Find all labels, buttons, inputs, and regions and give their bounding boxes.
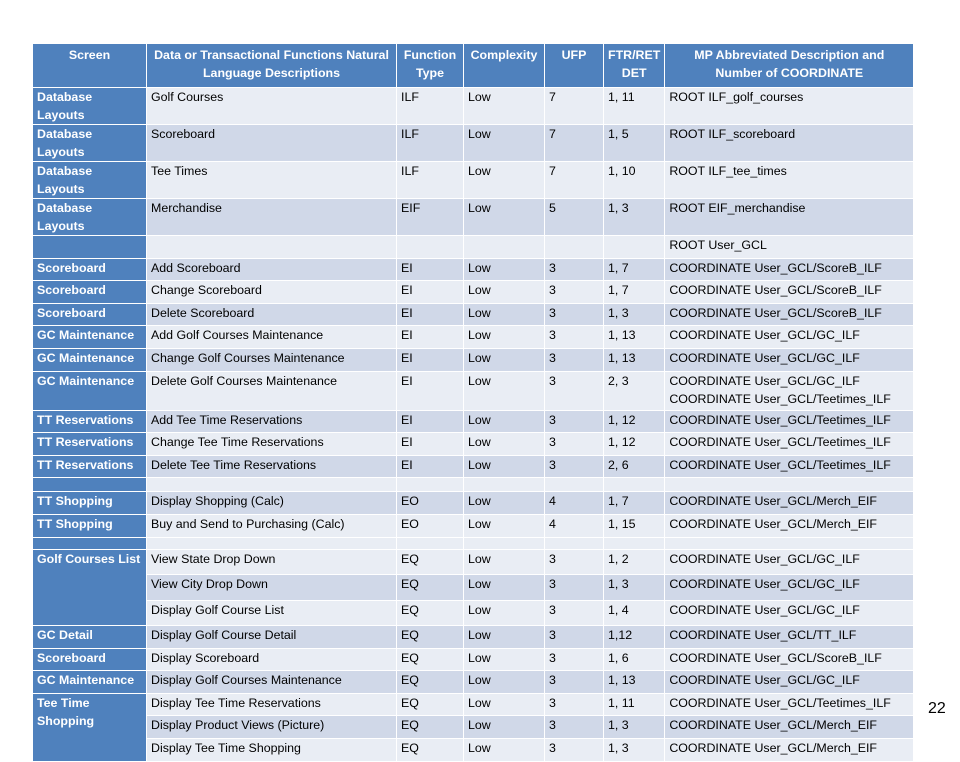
table-row [33, 281, 914, 304]
complexity-cell: Low [464, 326, 545, 349]
table-row [33, 549, 914, 575]
ufp-cell: 5 [545, 199, 604, 236]
table-row [33, 88, 914, 125]
ftr-ret-det-cell: 1, 6 [604, 648, 665, 671]
description-cell: Display Tee Time Shopping [147, 739, 397, 762]
ufp-cell: 3 [545, 326, 604, 349]
ufp-cell: 7 [545, 162, 604, 199]
ufp-cell: 4 [545, 492, 604, 515]
ftr-ret-det-cell [604, 537, 665, 549]
complexity-cell: Low [464, 303, 545, 326]
screen-cell: Scoreboard [33, 303, 147, 326]
function-type-cell: EI [397, 433, 464, 456]
table-row [33, 575, 914, 601]
header-descriptions: Data or Transactional Functions Natural Language Descriptions [147, 44, 397, 88]
screen-cell: GC Maintenance [33, 371, 147, 410]
screen-cell: Scoreboard [33, 258, 147, 281]
ufp-cell: 3 [545, 600, 604, 626]
function-type-cell: ILF [397, 88, 464, 125]
description-cell [147, 236, 397, 259]
ftr-ret-det-cell: 1, 12 [604, 410, 665, 433]
ftr-ret-det-cell: 1, 3 [604, 575, 665, 601]
table-row [33, 371, 914, 410]
table-row [33, 739, 914, 762]
ftr-ret-det-cell: 1, 10 [604, 162, 665, 199]
function-type-cell: EI [397, 348, 464, 371]
table-row [33, 671, 914, 694]
mp-description-cell: COORDINATE User_GCL/TT_ILF [665, 626, 914, 649]
function-type-cell: EIF [397, 199, 464, 236]
ftr-ret-det-cell: 1, 3 [604, 739, 665, 762]
complexity-cell: Low [464, 281, 545, 304]
ufp-cell: 3 [545, 371, 604, 410]
mp-description-cell: COORDINATE User_GCL/ScoreB_ILF [665, 303, 914, 326]
ftr-ret-det-cell: 1, 2 [604, 549, 665, 575]
screen-cell [33, 537, 147, 549]
table-row [33, 626, 914, 649]
ftr-ret-det-cell: 1, 13 [604, 671, 665, 694]
description-cell: Delete Scoreboard [147, 303, 397, 326]
mp-description-cell: COORDINATE User_GCL/Teetimes_ILF [665, 455, 914, 478]
mp-description-cell: COORDINATE User_GCL/Teetimes_ILF [665, 410, 914, 433]
ufp-cell: 7 [545, 88, 604, 125]
description-cell: Merchandise [147, 199, 397, 236]
description-cell: Buy and Send to Purchasing (Calc) [147, 514, 397, 537]
ufp-cell: 3 [545, 433, 604, 456]
description-cell: Scoreboard [147, 125, 397, 162]
ufp-cell: 4 [545, 514, 604, 537]
complexity-cell: Low [464, 492, 545, 515]
table-row [33, 600, 914, 626]
table-row [33, 236, 914, 259]
ufp-cell: 3 [545, 410, 604, 433]
mp-description-cell: ROOT ILF_scoreboard [665, 125, 914, 162]
screen-cell: GC Detail [33, 626, 147, 649]
description-cell: Add Scoreboard [147, 258, 397, 281]
ufp-cell: 3 [545, 739, 604, 762]
mp-description-cell: COORDINATE User_GCL/GC_ILF [665, 600, 914, 626]
complexity-cell: Low [464, 162, 545, 199]
function-point-table [32, 43, 914, 762]
ftr-ret-det-cell: 1, 4 [604, 600, 665, 626]
table-row [33, 410, 914, 433]
description-cell [147, 478, 397, 492]
mp-description-cell: COORDINATE User_GCL/Teetimes_ILF [665, 693, 914, 716]
function-type-cell: EQ [397, 739, 464, 762]
screen-cell: GC Maintenance [33, 326, 147, 349]
header-ftr-ret-det: FTR/RET DET [604, 44, 665, 88]
ftr-ret-det-cell: 1, 13 [604, 348, 665, 371]
ftr-ret-det-cell: 2, 3 [604, 371, 665, 410]
table-row [33, 348, 914, 371]
description-cell: Tee Times [147, 162, 397, 199]
screen-cell: Database Layouts [33, 199, 147, 236]
header-ufp: UFP [545, 44, 604, 88]
function-type-cell: EQ [397, 693, 464, 716]
screen-cell [33, 478, 147, 492]
ufp-cell [545, 478, 604, 492]
ufp-cell [545, 537, 604, 549]
complexity-cell: Low [464, 514, 545, 537]
ftr-ret-det-cell: 1, 3 [604, 303, 665, 326]
table-row [33, 162, 914, 199]
mp-description-cell: COORDINATE User_GCL/GC_ILF [665, 348, 914, 371]
ftr-ret-det-cell: 1,12 [604, 626, 665, 649]
mp-description-cell: COORDINATE User_GCL/Merch_EIF [665, 492, 914, 515]
mp-description-cell: COORDINATE User_GCL/Merch_EIF [665, 716, 914, 739]
ftr-ret-det-cell: 2, 6 [604, 455, 665, 478]
table-body [33, 88, 914, 762]
ftr-ret-det-cell: 1, 3 [604, 716, 665, 739]
ftr-ret-det-cell: 1, 7 [604, 258, 665, 281]
ufp-cell: 3 [545, 303, 604, 326]
table-row [33, 492, 914, 515]
screen-cell: Database Layouts [33, 125, 147, 162]
complexity-cell: Low [464, 600, 545, 626]
table-header-row [33, 44, 914, 88]
function-type-cell: EO [397, 492, 464, 515]
complexity-cell: Low [464, 455, 545, 478]
screen-cell: Database Layouts [33, 162, 147, 199]
description-cell: Display Scoreboard [147, 648, 397, 671]
ftr-ret-det-cell: 1, 3 [604, 199, 665, 236]
description-cell: Golf Courses [147, 88, 397, 125]
description-cell: Display Shopping (Calc) [147, 492, 397, 515]
complexity-cell: Low [464, 739, 545, 762]
description-cell: Display Golf Courses Maintenance [147, 671, 397, 694]
mp-description-cell: COORDINATE User_GCL/GC_ILF [665, 326, 914, 349]
table-row [33, 125, 914, 162]
complexity-cell: Low [464, 671, 545, 694]
ufp-cell: 3 [545, 693, 604, 716]
ufp-cell: 3 [545, 626, 604, 649]
header-complexity: Complexity [464, 44, 545, 88]
complexity-cell: Low [464, 258, 545, 281]
function-type-cell: ILF [397, 162, 464, 199]
ufp-cell: 3 [545, 281, 604, 304]
description-cell: Delete Tee Time Reservations [147, 455, 397, 478]
header-mp-description: MP Abbreviated Description and Number of COORDINATE [665, 44, 914, 88]
mp-description-cell [665, 478, 914, 492]
ftr-ret-det-cell: 1, 11 [604, 693, 665, 716]
function-type-cell: EQ [397, 671, 464, 694]
screen-cell: Scoreboard [33, 281, 147, 304]
complexity-cell [464, 236, 545, 259]
complexity-cell: Low [464, 410, 545, 433]
screen-cell: TT Reservations [33, 433, 147, 456]
ftr-ret-det-cell: 1, 15 [604, 514, 665, 537]
function-type-cell: EQ [397, 716, 464, 739]
mp-description-cell: COORDINATE User_GCL/GC_ILF [665, 575, 914, 601]
function-type-cell: EQ [397, 600, 464, 626]
complexity-cell: Low [464, 575, 545, 601]
ftr-ret-det-cell: 1, 5 [604, 125, 665, 162]
ufp-cell: 3 [545, 549, 604, 575]
complexity-cell: Low [464, 88, 545, 125]
screen-cell: GC Maintenance [33, 348, 147, 371]
description-cell: View City Drop Down [147, 575, 397, 601]
mp-description-cell: ROOT EIF_merchandise [665, 199, 914, 236]
mp-description-cell: COORDINATE User_GCL/Merch_EIF [665, 739, 914, 762]
mp-description-cell: COORDINATE User_GCL/GC_ILF [665, 671, 914, 694]
complexity-cell: Low [464, 433, 545, 456]
ufp-cell: 3 [545, 575, 604, 601]
complexity-cell: Low [464, 693, 545, 716]
ufp-cell: 7 [545, 125, 604, 162]
ufp-cell: 3 [545, 258, 604, 281]
screen-cell: GC Maintenance [33, 671, 147, 694]
function-type-cell: EI [397, 326, 464, 349]
description-cell: View State Drop Down [147, 549, 397, 575]
screen-cell [33, 236, 147, 259]
ftr-ret-det-cell: 1, 12 [604, 433, 665, 456]
description-cell: Display Golf Course Detail [147, 626, 397, 649]
complexity-cell: Low [464, 716, 545, 739]
complexity-cell: Low [464, 549, 545, 575]
table-row [33, 693, 914, 716]
ufp-cell: 3 [545, 348, 604, 371]
mp-description-cell: COORDINATE User_GCL/ScoreB_ILF [665, 281, 914, 304]
mp-description-cell: COORDINATE User_GCL/Teetimes_ILF [665, 433, 914, 456]
description-cell: Change Tee Time Reservations [147, 433, 397, 456]
screen-cell: Database Layouts [33, 88, 147, 125]
header-function-type: Function Type [397, 44, 464, 88]
function-type-cell: EI [397, 281, 464, 304]
header-screen: Screen [33, 44, 147, 88]
table-row [33, 648, 914, 671]
description-cell: Display Product Views (Picture) [147, 716, 397, 739]
complexity-cell: Low [464, 371, 545, 410]
function-type-cell: EI [397, 410, 464, 433]
description-cell: Change Golf Courses Maintenance [147, 348, 397, 371]
mp-description-cell: ROOT ILF_golf_courses [665, 88, 914, 125]
description-cell [147, 537, 397, 549]
function-type-cell: EI [397, 455, 464, 478]
description-cell: Display Tee Time Reservations [147, 693, 397, 716]
function-type-cell [397, 537, 464, 549]
ftr-ret-det-cell: 1, 11 [604, 88, 665, 125]
mp-description-cell: COORDINATE User_GCL/Merch_EIF [665, 514, 914, 537]
mp-description-cell: ROOT User_GCL [665, 236, 914, 259]
mp-description-cell: COORDINATE User_GCL/ScoreB_ILF [665, 648, 914, 671]
ufp-cell: 3 [545, 671, 604, 694]
function-type-cell: EI [397, 303, 464, 326]
screen-cell: TT Shopping [33, 514, 147, 537]
function-type-cell [397, 478, 464, 492]
function-type-cell: EI [397, 258, 464, 281]
mp-description-cell: COORDINATE User_GCL/GC_ILF COORDINATE User_GCL/Teetimes_ILF [665, 371, 914, 410]
description-cell: Change Scoreboard [147, 281, 397, 304]
function-type-cell: EQ [397, 626, 464, 649]
table-row [33, 326, 914, 349]
complexity-cell: Low [464, 648, 545, 671]
ftr-ret-det-cell: 1, 13 [604, 326, 665, 349]
ftr-ret-det-cell: 1, 7 [604, 281, 665, 304]
table-row [33, 303, 914, 326]
function-type-cell: EQ [397, 648, 464, 671]
ufp-cell: 3 [545, 455, 604, 478]
ufp-cell [545, 236, 604, 259]
description-cell: Delete Golf Courses Maintenance [147, 371, 397, 410]
mp-description-cell: ROOT ILF_tee_times [665, 162, 914, 199]
ftr-ret-det-cell [604, 478, 665, 492]
description-cell: Add Tee Time Reservations [147, 410, 397, 433]
table-row [33, 514, 914, 537]
function-type-cell: EO [397, 514, 464, 537]
screen-cell: Golf Courses List [33, 549, 147, 626]
mp-description-cell [665, 537, 914, 549]
complexity-cell: Low [464, 348, 545, 371]
screen-cell: TT Reservations [33, 455, 147, 478]
mp-description-cell: COORDINATE User_GCL/ScoreB_ILF [665, 258, 914, 281]
complexity-cell: Low [464, 125, 545, 162]
table-row [33, 716, 914, 739]
screen-cell: Scoreboard [33, 648, 147, 671]
complexity-cell: Low [464, 199, 545, 236]
table-row [33, 433, 914, 456]
function-type-cell [397, 236, 464, 259]
table-row [33, 258, 914, 281]
description-cell: Add Golf Courses Maintenance [147, 326, 397, 349]
complexity-cell [464, 537, 545, 549]
complexity-cell: Low [464, 626, 545, 649]
page-number: 22 [928, 700, 946, 717]
ufp-cell: 3 [545, 716, 604, 739]
mp-description-cell: COORDINATE User_GCL/GC_ILF [665, 549, 914, 575]
complexity-cell [464, 478, 545, 492]
table-row [33, 537, 914, 549]
function-type-cell: ILF [397, 125, 464, 162]
function-type-cell: EQ [397, 549, 464, 575]
ftr-ret-det-cell [604, 236, 665, 259]
screen-cell: Tee Time Shopping [33, 693, 147, 761]
function-type-cell: EI [397, 371, 464, 410]
screen-cell: TT Reservations [33, 410, 147, 433]
table-row [33, 199, 914, 236]
screen-cell: TT Shopping [33, 492, 147, 515]
table-row [33, 455, 914, 478]
ftr-ret-det-cell: 1, 7 [604, 492, 665, 515]
table-row [33, 478, 914, 492]
description-cell: Display Golf Course List [147, 600, 397, 626]
ufp-cell: 3 [545, 648, 604, 671]
function-type-cell: EQ [397, 575, 464, 601]
